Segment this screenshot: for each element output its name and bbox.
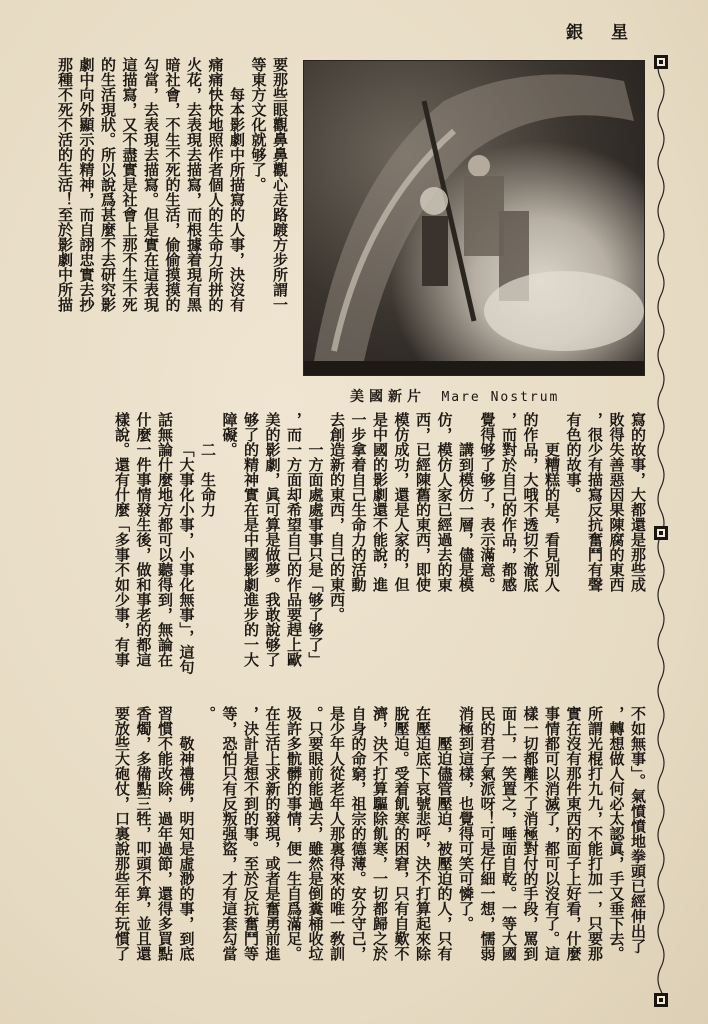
text-line: 濟，決不打算驅除飢寒，一切都歸之於 [371, 706, 389, 961]
text-line: 更糟糕的是，看見別人 [543, 442, 561, 592]
text-line: 面上，一笑置之，唾面自乾。一等大國 [500, 706, 518, 961]
text-line: 有色的故事。 [564, 412, 583, 502]
text-line: 模仿成功，還是人家的，但 [392, 412, 411, 592]
text-line: 消極到這樣，也覺得可笑可憐了。 [457, 706, 475, 931]
text-line: 什麼一件事情發生後，做和事老的都這 [134, 412, 153, 667]
text-line: 脫壓迫。受着飢寒的困窘，只有自歎不 [392, 706, 411, 961]
text-line: 這描寫，又不盡實是社會上那不生不死 [120, 57, 139, 312]
photo-scene [304, 61, 644, 375]
text-line: 那種不死不活的生活！至於影劇中所描 [56, 57, 74, 312]
text-line: 在生活上求新的發現，或者是奮勇前進 [263, 706, 282, 961]
text-line: 在壓迫底下哀號悲呼，決不打算起來除 [414, 706, 432, 961]
photo-caption [350, 386, 559, 406]
text-line: 不如無事」。氣憤憤地拳頭已經伸出了 [629, 706, 647, 954]
text-line: 事情都可以消滅了，都可以沒有了。這 [543, 706, 561, 961]
text-line: 西，已經陳舊的東西，即使 [414, 412, 432, 592]
text-line: 仿，模仿人家已經過去的東 [435, 412, 454, 592]
text-line: 是少年人從老年人那裏得來的唯一敎訓 [328, 706, 346, 961]
text-line: 實在沒有那件東西的面子上好看，什麼 [564, 706, 583, 961]
border-square-top [654, 55, 668, 69]
text-line: 香燭，多備點三牲，叩頭不算，並且還 [134, 706, 153, 961]
text-line: 話無論什麼地方都可以聽得到，無論在 [156, 412, 174, 667]
text-line: 圾許多骯髒的事情，便一生自爲滿足。 [285, 706, 303, 961]
text-block-top-left [14, 57, 290, 387]
text-line: 「大事化小事，小事化無事」，這句 [177, 442, 196, 675]
text-line: ，而一方面却希望自己的作品要趕上歐 [285, 412, 303, 667]
text-line: 自身的命窮，祖宗的德薄。安分守己， [349, 706, 368, 961]
text-line: 的作品，大哦不透切不澈底 [521, 412, 540, 592]
text-block-middle [14, 412, 648, 684]
text-line: 要放些大砲仗，口裏說那些年年玩慣了 [113, 706, 131, 961]
text-line: 的生活現狀。所以說爲甚麼不去研究影 [99, 57, 117, 312]
text-line: 勾當，去表現去描寫。但是實在這表現 [142, 57, 160, 312]
text-line: 火花，去表現去描寫，而根據着現有黑 [185, 57, 203, 312]
text-line: 敗得失善惡因果陳腐的東西 [607, 412, 626, 592]
text-line: 一步拿着自己生命力的活動 [349, 412, 368, 592]
text-line: 。只要眼前能過去，雖然是倒糞桶收垃 [306, 706, 325, 961]
text-line: 痛痛快快地照作者個人的生命力所拼的 [206, 57, 225, 312]
text-line: ，很少有描寫反抗奮鬥有聲 [586, 412, 604, 592]
border-square-middle [654, 526, 668, 540]
text-line: 所謂光棍打九九，不能打加一，只要那 [586, 706, 604, 961]
text-line: 暗社會，不生不死的生活，偷偷摸摸的 [163, 57, 182, 312]
text-line: 覺得够了够了，表示滿意。 [478, 412, 497, 592]
text-line: 敬神禮佛，明知是虛渺的事，到底 [177, 736, 196, 961]
text-line: 美的影劇，眞可算是做夢。我敢說够了 [263, 412, 282, 667]
text-line: 。 [199, 706, 217, 721]
text-line: 樣一切都離不了消極對付的手段，罵到 [521, 706, 540, 961]
text-line: ，而對於自己的作品，都感 [500, 412, 518, 592]
text-line: 樣說。還有什麼「多事不如少事，有事 [113, 412, 131, 667]
text-line: ，轉想做人何必太認眞，手又垂下去。 [607, 706, 626, 961]
text-line: 要那些眼觀鼻鼻觀心走路踱方步所謂一 [271, 57, 289, 312]
text-block-bottom [14, 706, 648, 1016]
text-line: 等，恐怕只有反叛强盜，才有這套勾當 [220, 706, 239, 961]
text-line: 壓迫儘管壓迫，被壓迫的人，只有 [435, 736, 454, 961]
text-line: 是中國的影劇還不能說，進 [371, 412, 389, 592]
film-still-photo [303, 60, 645, 376]
text-line: 够了的精神實在是中國影劇進步的一大 [242, 412, 260, 667]
text-line: 寫的故事，大都還是那些成 [629, 412, 647, 592]
text-line: 一方面處處事事只是「够了够了」 [306, 442, 325, 667]
caption-chinese: 美國新片 [350, 389, 426, 405]
text-line: 障礙。 [220, 412, 239, 457]
border-square-bottom [654, 993, 668, 1007]
text-line: 劇中向外顯示的精神，而自詡忠實去抄 [77, 57, 96, 312]
text-line: 每本影劇中所描寫的人事，決沒有 [228, 87, 246, 312]
text-line: 去創造新的東西，自己的東西。 [328, 412, 346, 622]
running-header: 銀星 [566, 23, 656, 43]
caption-english: Mare Nostrum [441, 390, 560, 405]
text-line: 民的君子氣派呀！可是仔細一想，懦弱 [478, 706, 497, 961]
section-heading: 二 生命力 [199, 442, 217, 517]
text-line: 等東方文化就够了。 [249, 57, 268, 192]
text-line: ，決計是想不到的事。至於反抗奮鬥等 [242, 706, 260, 961]
text-line: 習慣不能改除，過年過節，還得多買點 [156, 706, 174, 961]
text-line: 講到模仿一層，儘是模 [457, 442, 475, 592]
